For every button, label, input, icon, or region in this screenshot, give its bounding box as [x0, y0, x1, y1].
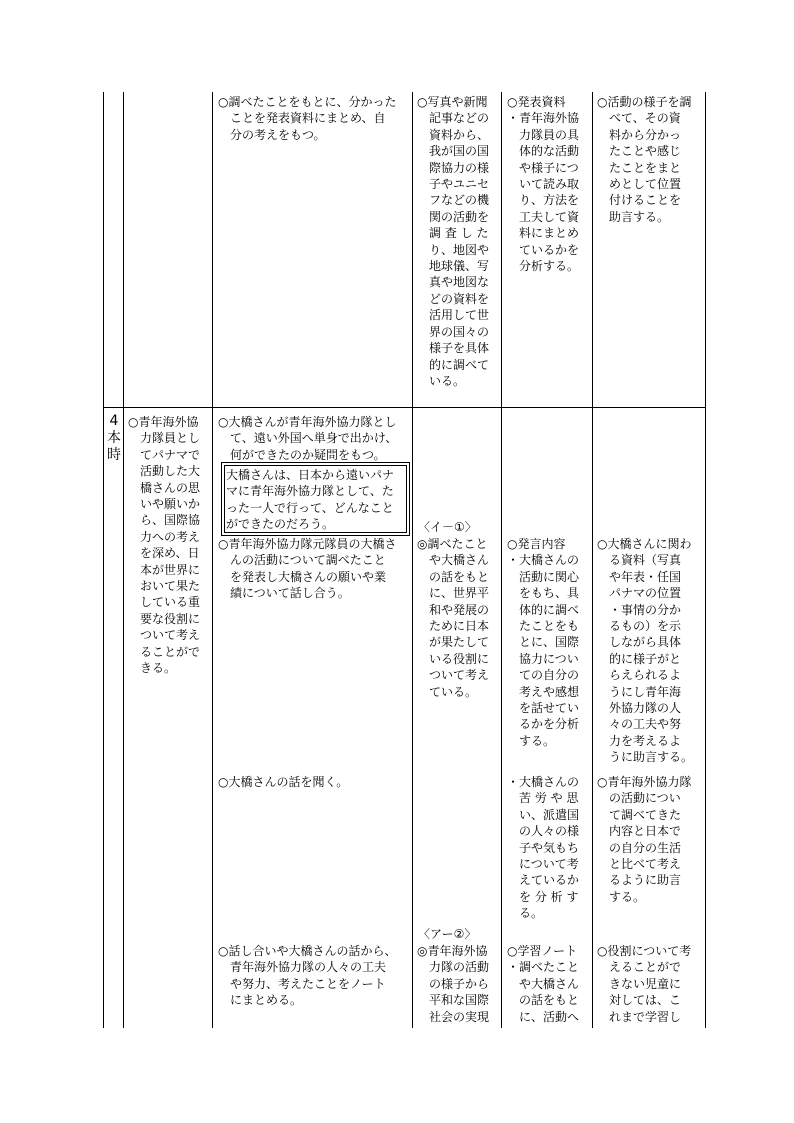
- row2-activity-2: ○青年海外協力隊元隊員の大橋さ んの活動について調べたこと を発表し大橋さんの願いや業 績について話し合う。: [218, 537, 397, 601]
- eval-tag-2: 〈アー②〉: [418, 927, 477, 941]
- grid-line: [412, 92, 413, 1028]
- row2-evaluation-method-3: ○学習ノート ・調べたこと や大橋さん の話をもと に、活動へ: [507, 944, 580, 1024]
- grid-line: [103, 92, 104, 1028]
- row1-evaluation-criteria: ○写真や新聞 記事などの 資料から、 我が国の国 際協力の様 子やユニセ フなどの機 関の活動を 調 査 し た り、地図や 地球儀、写 真や地図な どの資料を 活用して世 界の国々の 様子を具体 的に調べて いる。: [417, 95, 490, 388]
- row1-activity: ○調べたことをもとに、分かった ことを発表資料にまとめ、自 分の考えをもつ。: [218, 95, 397, 142]
- row1-support: ○活動の様子を調 べて、その資 料から分かっ たことや感じ たことをまと めとして位置 付けることを 助言する。: [597, 95, 692, 224]
- row2-support-1: ○大橋さんに関わ る資料（写真 や年表・任国 パナマの位置 ・事情の分か るもの）を示 しながら具体 的に様子がと らえられるよ うにし青年海 外協力隊の人 々の工夫や努 力を考えるよ うに助言する。: [597, 537, 694, 765]
- row2-activity-4: ○話し合いや大橋さんの話から、 青年海外協力隊の人々の工夫 や努力、考えたことをノート にまとめる。: [218, 944, 397, 1008]
- grid-line: [212, 92, 213, 1028]
- row-separator: [103, 407, 705, 408]
- row2-evaluation-method-2: ・大橋さんの 苦 労 や 思 い、派遣国 の人々の様 子や気もち について考 えているか を 分 析 す る。: [507, 775, 580, 921]
- grid-line: [501, 92, 502, 1028]
- hour-label: 本 時: [107, 430, 121, 463]
- eval-tag-1: 〈イ－①〉: [418, 520, 477, 534]
- grid-line: [123, 92, 124, 1028]
- row2-support-2: ○青年海外協力隊 の活動につい て調べてきた 内容と日本で の自分の生活 と比べて考え るように助言 する。: [597, 775, 692, 904]
- row1-evaluation-method: ○発表資料 ・青年海外協 力隊員の具 体的な活動 や様子につ いて読み取 り、方法を 工夫して資 料にまとめ ているかを 分析する。: [507, 95, 580, 274]
- row2-activity-1: ○大橋さんが青年海外協力隊とし て、遠い外国へ単身で出かけ、 何ができたのか疑問をもつ。: [218, 415, 398, 462]
- grid-line: [705, 92, 706, 1028]
- row2-evaluation-method-1: ○発言内容 ・大橋さんの 活動に関心 をもち、具 体的に調べ たことをも とに、国際 協力につい ての自分の 考えや感想 を話せてい るかを分析 する。: [507, 537, 580, 748]
- row2-support-3: ○役割について考 えることがで きない児童に 対しては、こ れまで学習し: [597, 944, 692, 1024]
- hour-number: 4: [109, 413, 119, 429]
- row2-evaluation-criteria-2: ◎青年海外協 力隊の活動 の様子から 平和な国際 社会の実現: [417, 944, 490, 1024]
- grid-line: [592, 92, 593, 1028]
- row2-goal: ○青年海外協 力隊員とし てパナマで 活動した大 橋さんの思 いや願いか ら、国際協 力への考え を深め、日 本が世界に おいて果た している重 要な役割に ついて考え ることがで きる。: [128, 415, 201, 676]
- key-question-text: 大橋さんは、日本から遠いパナ マに青年海外協力隊として、た った一人で行って、どんなこと ができたのだろう。: [226, 468, 395, 532]
- row2-activity-3: ○大橋さんの話を聞く。: [218, 775, 349, 789]
- row2-evaluation-criteria-1: ◎調べたこと や大橋さん の話をもと に、世界平 和や発展の ために日本 が果たして いる役割に ついて考え ている。: [417, 537, 490, 699]
